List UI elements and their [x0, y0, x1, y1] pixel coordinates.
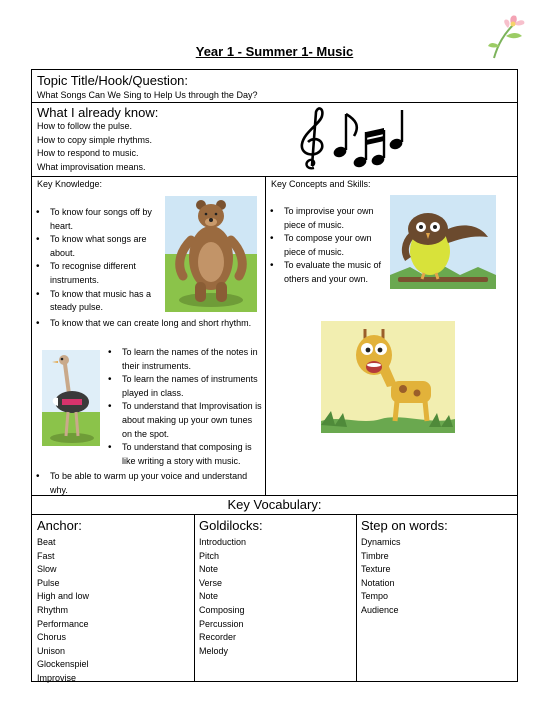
goldilocks-word: Pitch [199, 550, 220, 561]
goldilocks-word: Verse [199, 577, 223, 588]
topic-heading: Topic Title/Hook/Question: [37, 73, 189, 88]
goldilocks-word: Recorder [199, 632, 237, 643]
anchor-word: Beat [37, 537, 56, 547]
divider [194, 514, 195, 682]
key-knowledge-list [106, 346, 262, 468]
anchor-word: Slow [37, 564, 57, 575]
page-title: Year 1 - Summer 1- Music [195, 44, 354, 59]
step-on-word: Notation [361, 577, 395, 588]
goldilocks-word: Introduction [199, 537, 247, 547]
divider [32, 176, 517, 177]
ostrich-illustration [42, 350, 100, 446]
step-on-column [361, 517, 448, 618]
anchor-word: High and low [37, 591, 90, 602]
key-knowledge-item: • To understand that Improvisation is about making up your own tunes on the spot. [106, 400, 262, 441]
anchor-word: Unison [37, 645, 66, 656]
step-on-heading: Step on words: [361, 518, 448, 533]
key-knowledge-item: • To understand that composing is like writing a story with music. [106, 441, 262, 468]
giraffe-illustration [321, 321, 455, 433]
anchor-word: Rhythm [37, 604, 69, 615]
key-knowledge-item: • To learn the names of the notes in their instruments. [106, 346, 262, 373]
divider [265, 176, 266, 495]
anchor-column [37, 517, 89, 686]
divider [356, 514, 357, 682]
key-concepts-item: • To improvise your own piece of music. [268, 205, 386, 232]
key-knowledge-item: • To be able to warm up your voice and understand why. [34, 470, 260, 497]
already-know-section [37, 105, 158, 174]
anchor-word: Glockenspiel [37, 659, 89, 670]
key-knowledge-item: • To recognise different instruments. [34, 260, 154, 287]
info-sheet-table [31, 69, 518, 682]
flower-logo-icon [484, 12, 530, 62]
key-concepts-heading: Key Concepts and Skills: [271, 179, 371, 189]
key-knowledge-item: • To know that we can create long and short rhythm. [34, 317, 260, 331]
key-knowledge-item: • To know four songs off by heart. [34, 206, 154, 233]
key-knowledge-list [34, 206, 154, 315]
owl-illustration [390, 195, 496, 289]
anchor-word: Fast [37, 550, 55, 561]
goldilocks-word: Percussion [199, 618, 244, 629]
key-knowledge-item: • To learn the names of instruments played in class. [106, 373, 262, 400]
anchor-word: Performance [37, 618, 89, 629]
anchor-word: Improvise [37, 672, 77, 683]
anchor-word: Chorus [37, 632, 67, 643]
anchor-heading: Anchor: [37, 518, 82, 533]
already-know-heading: What I already know: [37, 105, 159, 120]
step-on-word: Dynamics [361, 537, 401, 547]
goldilocks-word: Melody [199, 645, 229, 656]
goldilocks-column [199, 517, 263, 658]
topic-section [37, 73, 257, 103]
key-concepts-item: • To compose your own piece of music. [268, 232, 386, 259]
key-knowledge-heading: Key Knowledge: [37, 179, 103, 189]
already-know-item: What improvisation means. [37, 161, 146, 172]
bear-illustration [165, 196, 257, 312]
already-know-item: How to respond to music. [37, 148, 139, 159]
key-knowledge-list [34, 470, 260, 497]
already-know-item: How to follow the pulse. [37, 121, 133, 131]
goldilocks-heading: Goldilocks: [199, 518, 263, 533]
step-on-word: Timbre [361, 550, 389, 561]
key-knowledge-item: • To know that music has a steady pulse. [34, 288, 154, 315]
vocabulary-heading: Key Vocabulary: [227, 497, 322, 512]
goldilocks-word: Note [199, 564, 219, 575]
key-knowledge-list [34, 317, 260, 331]
key-knowledge-item: • To know what songs are about. [34, 233, 154, 260]
key-concepts-list [268, 205, 386, 287]
step-on-word: Texture [361, 564, 391, 575]
music-notes-icon [296, 106, 411, 174]
key-concepts-item: • To evaluate the music of others and your own. [268, 259, 386, 286]
already-know-item: How to copy simple rhythms. [37, 134, 153, 145]
goldilocks-word: Note [199, 591, 219, 602]
anchor-word: Pulse [37, 577, 60, 588]
topic-question: What Songs Can We Sing to Help Us through the Day? [37, 90, 258, 100]
divider [32, 514, 517, 515]
step-on-word: Tempo [361, 591, 389, 602]
step-on-word: Audience [361, 604, 399, 615]
goldilocks-word: Composing [199, 604, 245, 615]
